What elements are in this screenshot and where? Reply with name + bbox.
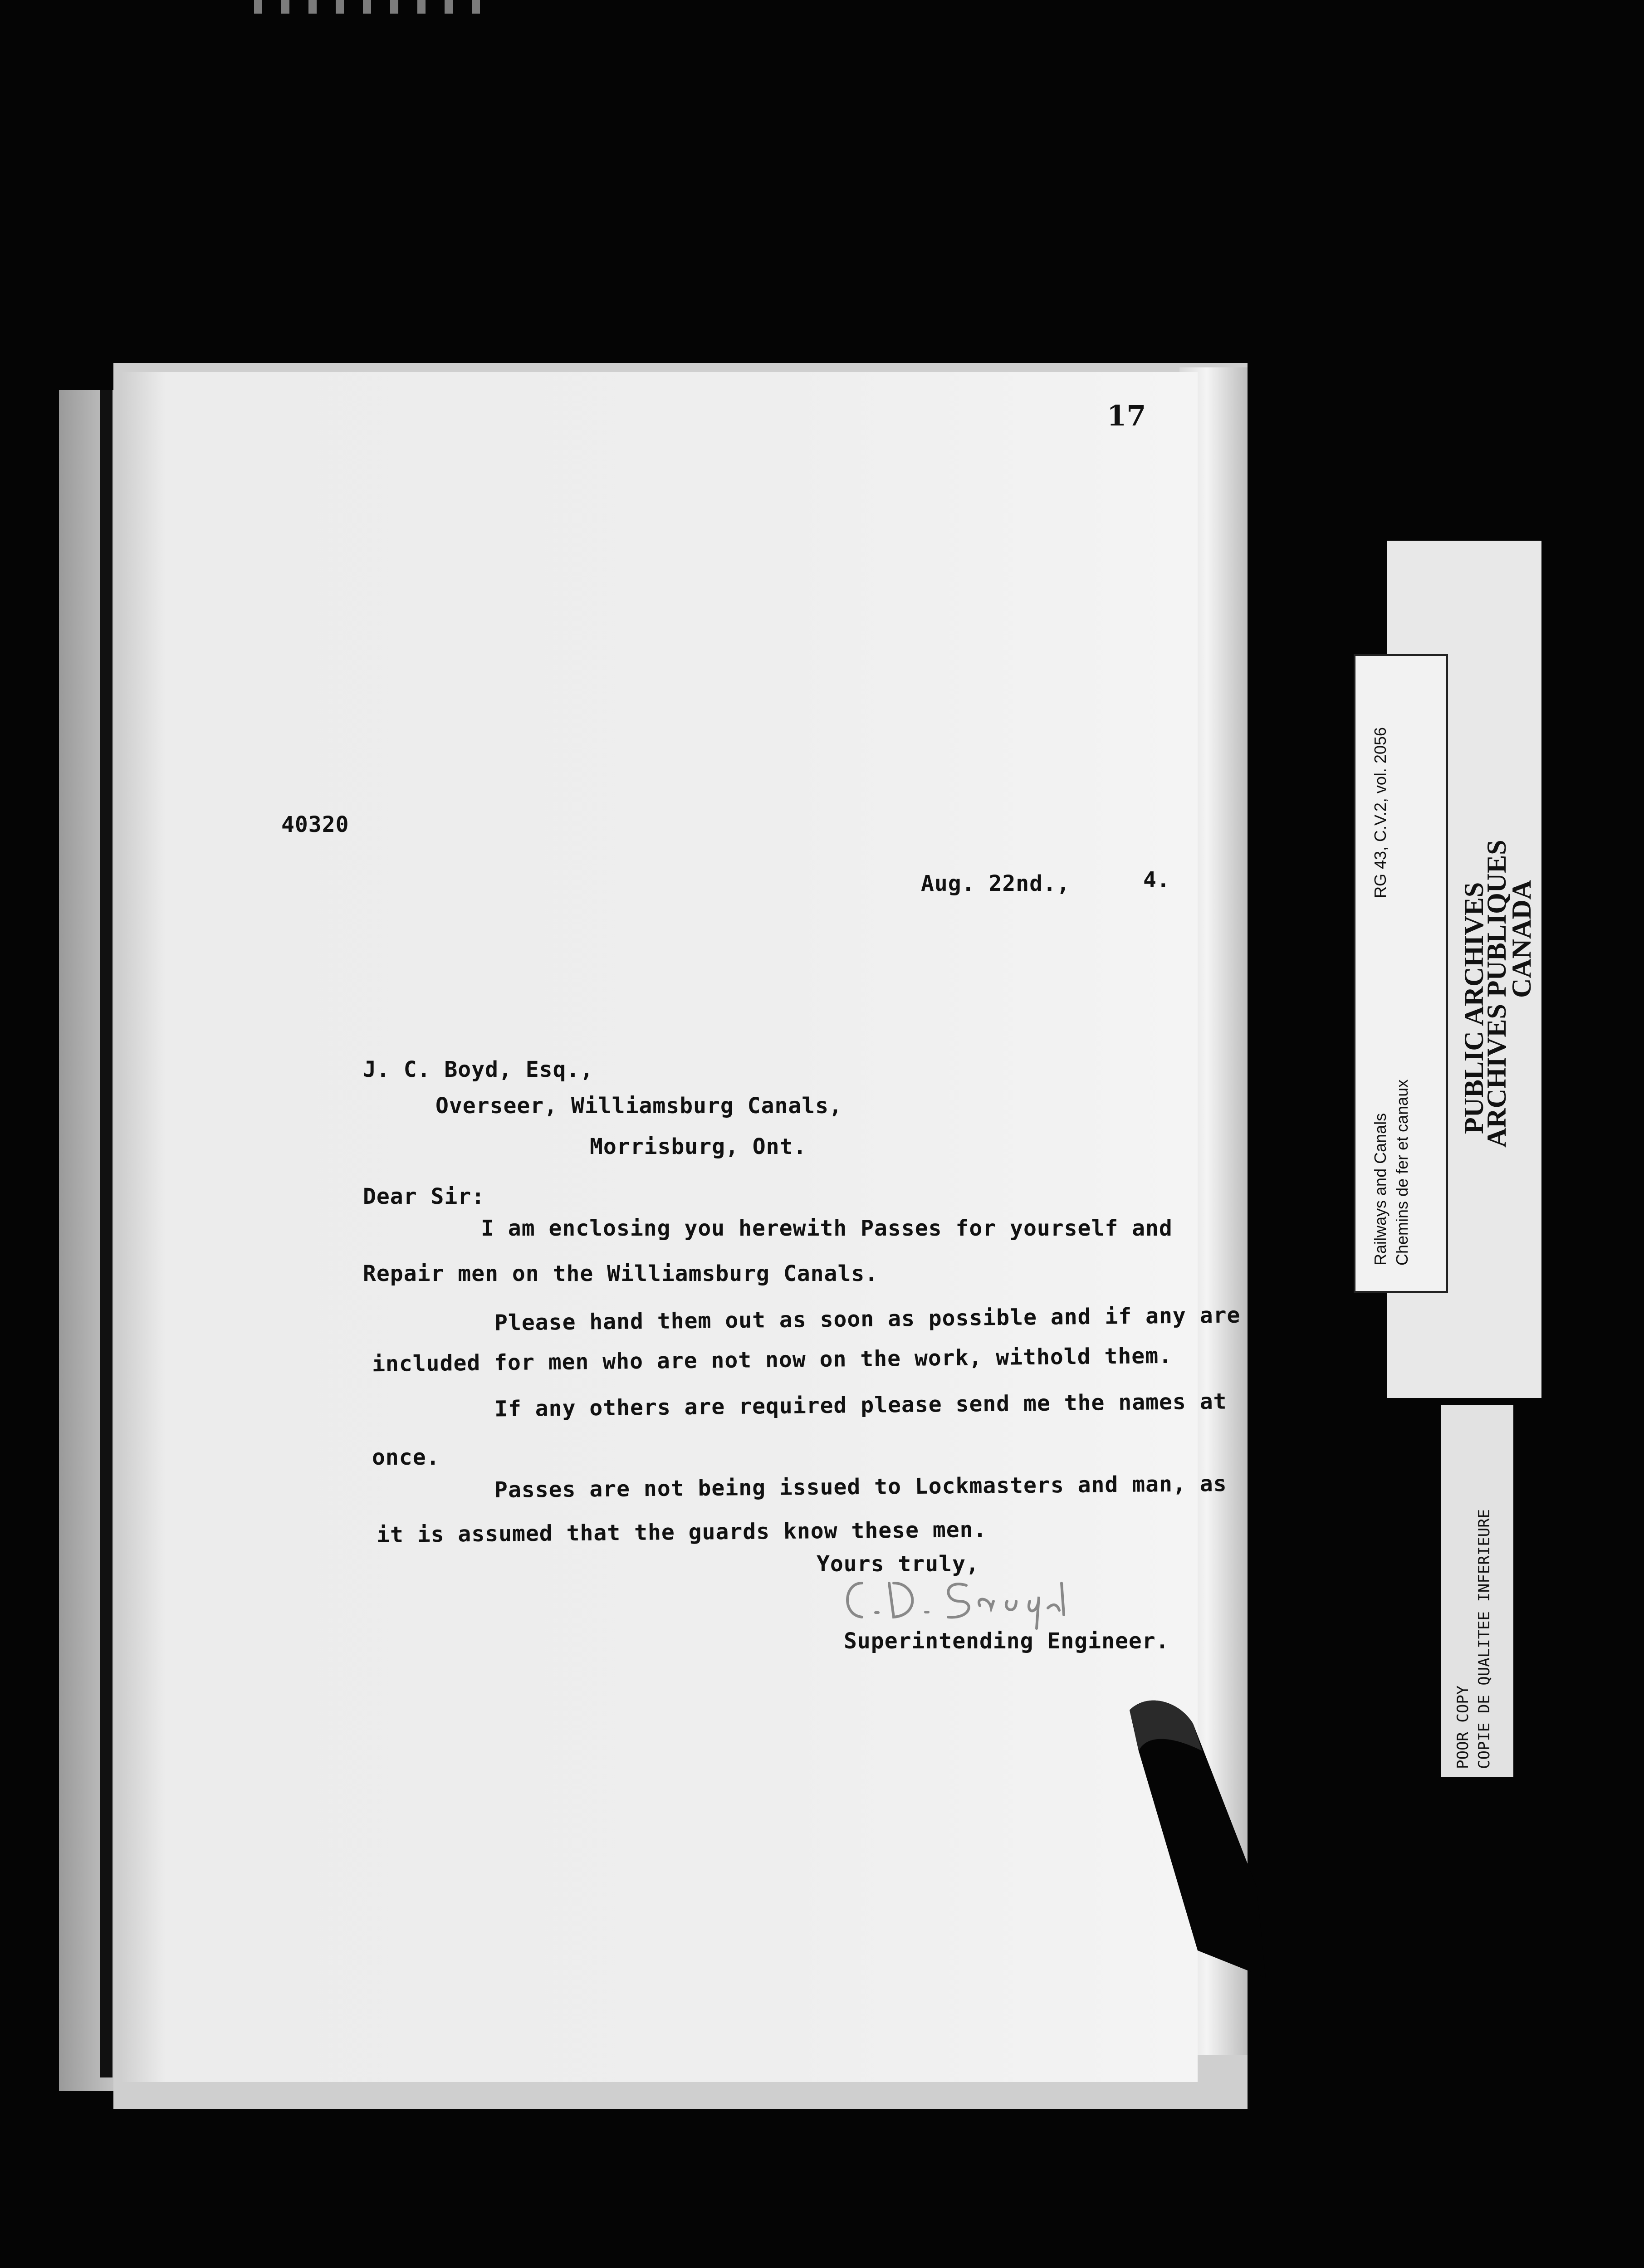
body-line: Please hand them out as soon as possible and if any are bbox=[494, 1302, 1241, 1336]
body-line: it is assumed that the guards know these men. bbox=[376, 1517, 987, 1548]
body-line: included for men who are not now on the work, withold them. bbox=[372, 1343, 1173, 1377]
film-edge-specks bbox=[254, 0, 490, 14]
body-line: Repair men on the Williamsburg Canals. bbox=[363, 1261, 879, 1286]
underlying-sheet bbox=[59, 390, 122, 2091]
letter-date: Aug. 22nd., bbox=[921, 871, 1070, 896]
archive-series-en: Railways and Canals bbox=[1371, 1113, 1390, 1266]
institution-country: CANADA bbox=[1507, 880, 1536, 998]
signer-title: Superintending Engineer. bbox=[844, 1628, 1169, 1654]
archive-series-fr: Chemins de fer et canaux bbox=[1393, 1079, 1411, 1266]
body-line: I am enclosing you herewith Passes for yourself and bbox=[481, 1216, 1173, 1241]
salutation: Dear Sir: bbox=[363, 1184, 485, 1209]
letter-fold-shadow bbox=[100, 390, 113, 2077]
body-line: once. bbox=[372, 1445, 440, 1470]
letter-date-suffix: 4. bbox=[1143, 867, 1170, 893]
handwritten-signature bbox=[835, 1565, 1071, 1633]
thumb-shadow bbox=[1120, 1696, 1266, 1978]
page-number: 17 bbox=[1107, 399, 1146, 432]
body-line: Passes are not being issued to Lockmasters and man, as bbox=[494, 1471, 1227, 1503]
recipient-title: Overseer, Williamsburg Canals, bbox=[435, 1093, 842, 1119]
archive-reference: RG 43, C.V.2, vol. 2056 bbox=[1371, 727, 1390, 898]
file-number: 40320 bbox=[281, 812, 349, 837]
poor-copy-fr: COPIE DE QUALITEE INFERIEURE bbox=[1475, 1509, 1493, 1769]
institution-en: PUBLIC ARCHIVES bbox=[1459, 882, 1489, 1134]
recipient-name: J. C. Boyd, Esq., bbox=[363, 1057, 594, 1082]
closing: Yours truly, bbox=[817, 1551, 979, 1577]
institution-fr: ARCHIVES PUBLIQUES bbox=[1482, 840, 1512, 1148]
recipient-place: Morrisburg, Ont. bbox=[590, 1134, 807, 1159]
body-line: If any others are required please send me the names at bbox=[494, 1388, 1227, 1422]
poor-copy-en: POOR COPY bbox=[1454, 1685, 1472, 1769]
